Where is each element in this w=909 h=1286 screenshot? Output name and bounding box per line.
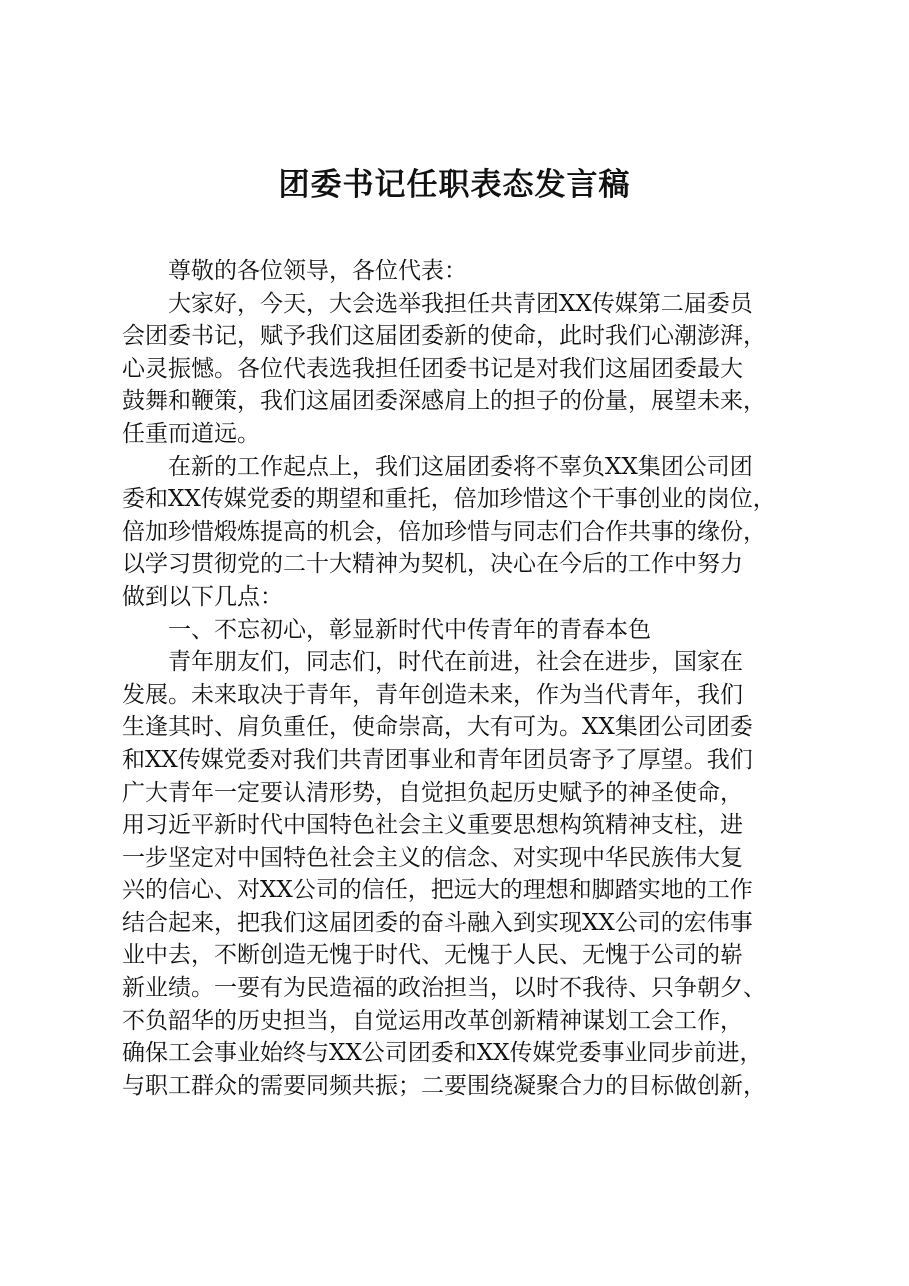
text-line: 发展。未来取决于青年，青年创造未来，作为当代青年，我们: [122, 681, 743, 708]
text-line: 生逢其时、肩负重任，使命崇高，大有可为。XX集团公司团委: [122, 714, 753, 741]
text-line: 不负韶华的历史担当，自觉运用改革创新精神谋划工会工作，: [122, 1007, 743, 1034]
text-line: 新业绩。一要有为民造福的政治担当，以时不我待、只争朝夕、: [122, 975, 766, 1002]
document-title: 团委书记任职表态发言稿: [278, 167, 631, 203]
text-line: 广大青年一定要认清形势，自觉担负起历史赋予的神圣使命，: [122, 779, 743, 806]
text-line: 兴的信心、对XX公司的信任，把远大的理想和脚踏实地的工作: [122, 877, 753, 904]
text-line: 结合起来，把我们这届团委的奋斗融入到实现XX公司的宏伟事: [122, 909, 753, 936]
text-line: 会团委书记，赋予我们这届团委新的使命，此时我们心潮澎湃，: [122, 323, 766, 350]
text-line: 任重而道远。: [122, 420, 260, 447]
text-line: 和XX传媒党委对我们共青团事业和青年团员寄予了厚望。我们: [122, 746, 753, 773]
text-line: 倍加珍惜煅炼提高的机会，倍加珍惜与同志们合作共事的缘份，: [122, 518, 766, 545]
document-body: [122, 255, 822, 1102]
text-line: 确保工会事业始终与XX公司团委和XX传媒党委事业同步前进，: [122, 1040, 763, 1067]
text-line: 在新的工作起点上，我们这届团委将不辜负XX集团公司团: [168, 453, 753, 480]
text-line: 青年朋友们，同志们，时代在前进，社会在进步，国家在: [168, 649, 743, 676]
text-line: 委和XX传媒党委的期望和重托，倍加珍惜这个干事创业的岗位，: [122, 486, 776, 513]
text-line: 尊敬的各位领导，各位代表：: [168, 258, 467, 284]
text-line: 业中去，不断创造无愧于时代、无愧于人民、无愧于公司的崭: [122, 942, 743, 969]
text-line: 用习近平新时代中国特色社会主义重要思想构筑精神支柱，进: [122, 812, 743, 839]
text-line: 做到以下几点：: [122, 583, 283, 610]
text-line: 与职工群众的需要同频共振；二要围绕凝聚合力的目标做创新，: [122, 1072, 766, 1099]
text-line: 鼓舞和鞭策，我们这届团委深感肩上的担子的份量，展望未来，: [122, 388, 766, 415]
section-heading: 一、不忘初心，彰显新时代中传青年的青春本色: [168, 616, 651, 643]
text-line: 以学习贯彻党的二十大精神为契机，决心在今后的工作中努力: [122, 551, 743, 578]
text-line: 心灵振憾。各位代表选我担任团委书记是对我们这届团委最大: [122, 355, 743, 382]
text-line: 一步坚定对中国特色社会主义的信念、对实现中华民族伟大复: [122, 844, 743, 871]
text-line: 大家好，今天，大会选举我担任共青团XX传媒第二届委员: [168, 290, 753, 317]
